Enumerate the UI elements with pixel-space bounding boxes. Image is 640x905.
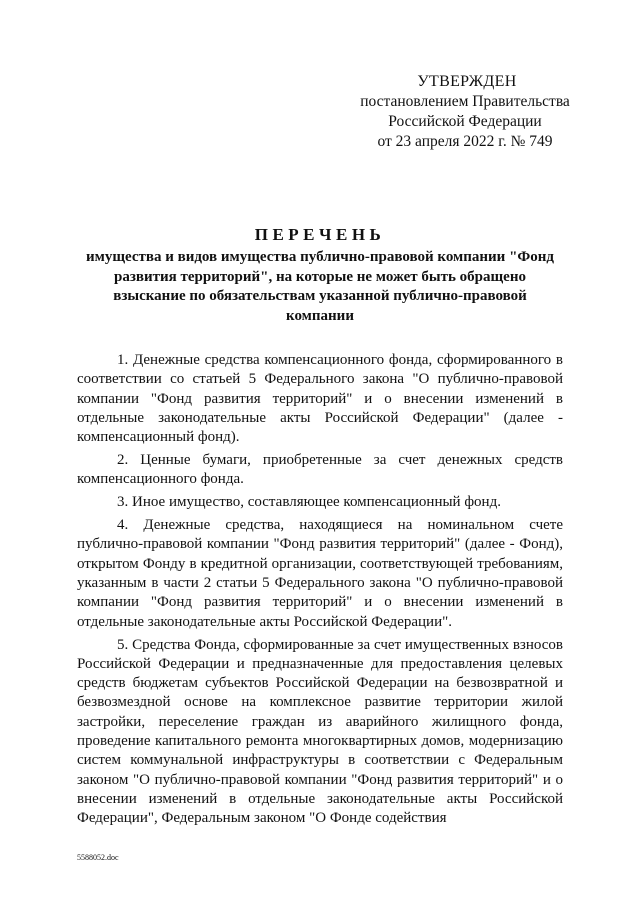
approval-block bbox=[355, 72, 575, 152]
document-body bbox=[77, 351, 563, 832]
approval-line-date-number: от 23 апреля 2022 г. № 749 bbox=[377, 133, 553, 150]
approval-heading: УТВЕРЖДЕН bbox=[417, 73, 517, 90]
approval-line-decree: постановлением Правительства bbox=[360, 93, 570, 110]
paragraph-1: 1. Денежные средства компенсационного фонда, сформированного в соответствии со статьей 5 Федерального закона "О публично-правовой компании "Фонд развития территорий" и о внесении изменений в отдельные законодательные акты Российской Федерации" (далее - компенсационный фонд). bbox=[77, 352, 563, 446]
file-name-footer: 5588052.doc bbox=[77, 853, 119, 862]
approval-line-government: Российской Федерации bbox=[388, 113, 542, 130]
paragraph-5: 5. Средства Фонда, сформированные за счет имущественных взносов Российской Федерации и предназначенные для предоставления целевых средств бюджетам субъектов Российской Федерации на безвозвратной и безвозмездной основе на комплексное развитие территории жилой застройки, переселение граждан из аварийного жилищного фонда, проведение капитального ремонта многоквартирных домов, модернизацию систем коммунальной инфраструктуры в соответствии с Федеральным законом "О публично-правовой компании "Фонд развития территорий" и о внесении изменений в отдельные законодательные акты Российской Федерации", Федеральным законом "О Фонде содействия bbox=[77, 636, 563, 827]
document-subtitle: имущества и видов имущества публично-правовой компании "Фонд развития территорий", на которые не может быть обращено взыскание по обязательствам указанной публично-правовой компании bbox=[85, 249, 555, 324]
document-title: ПЕРЕЧЕНЬ bbox=[254, 225, 386, 244]
paragraph-4: 4. Денежные средства, находящиеся на номинальном счете публично-правовой компании "Фонд развития территорий" (далее - Фонд), открытом Фонду в кредитной организации, соответствующей требованиям, указанным в части 2 статьи 5 Федерального закона "О публично-правовой компании "Фонд развития территорий" и о внесении изменений в отдельные законодательные акты Российской Федерации". bbox=[77, 517, 563, 630]
paragraph-2: 2. Ценные бумаги, приобретенные за счет денежных средств компенсационного фонда. bbox=[77, 452, 563, 488]
paragraph-3: 3. Иное имущество, составляющее компенсационный фонд. bbox=[117, 494, 501, 511]
